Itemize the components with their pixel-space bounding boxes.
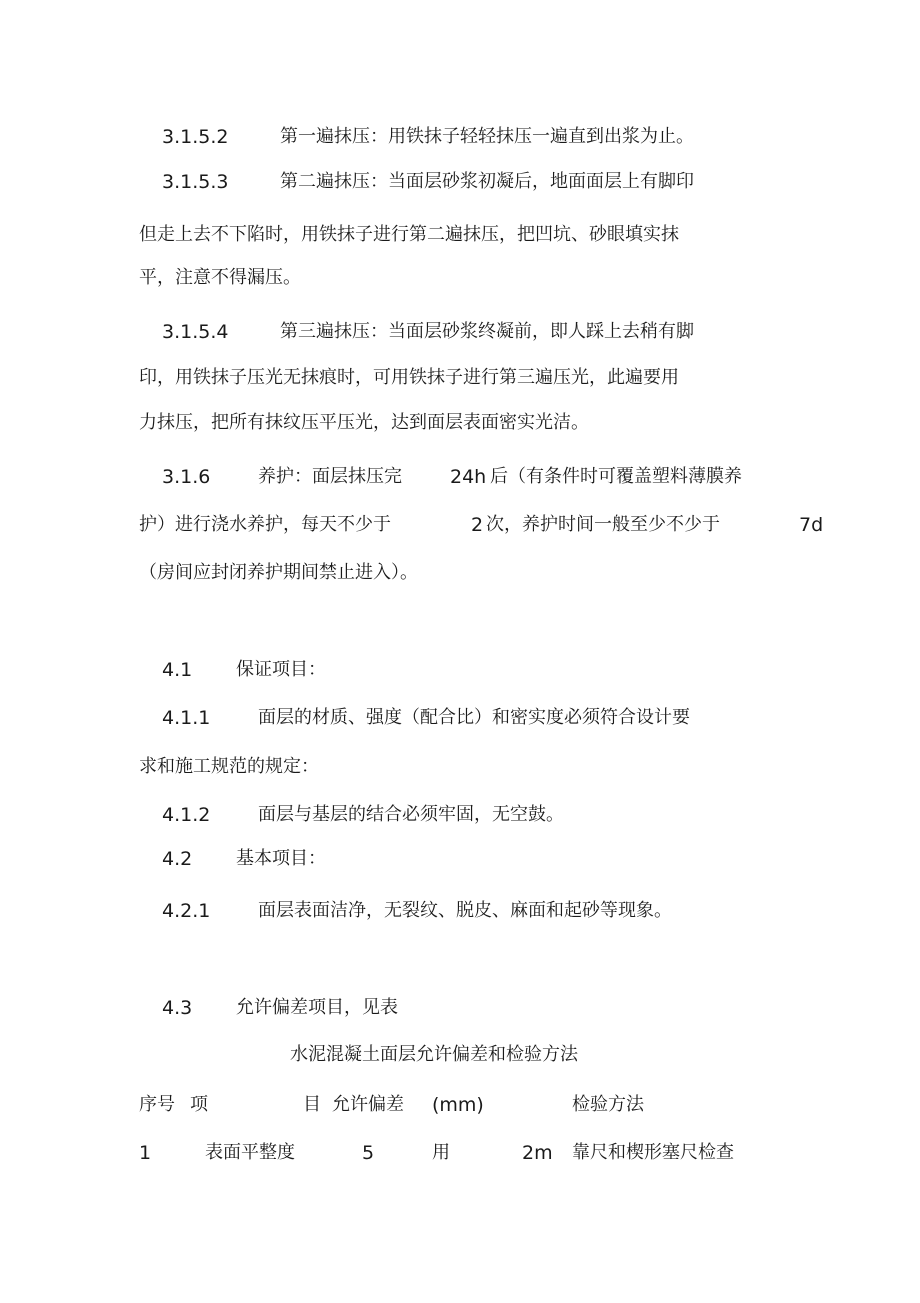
paragraph-line: 力抹压，把所有抹纹压平压光，达到面层表面密实光洁。 <box>139 412 589 433</box>
paragraph-text: 后（有条件时可覆盖塑料薄膜养 <box>490 466 742 487</box>
paragraph-text: 护）进行浇水养护，每天不少于 <box>139 514 391 535</box>
section-heading: 基本项目： <box>236 848 326 869</box>
cell-method-c: 靠尺和楔形塞尺检查 <box>572 1142 734 1163</box>
paragraph-number: 2 <box>471 514 484 536</box>
header-tolerance: 允许偏差 <box>332 1094 404 1115</box>
section-number: 3.1.5.4 <box>162 321 229 343</box>
section-heading: 保证项目： <box>236 659 326 680</box>
cell-method-a: 用 <box>432 1142 450 1163</box>
paragraph-line: 平，注意不得漏压。 <box>139 267 301 288</box>
cell-item: 表面平整度 <box>205 1142 295 1163</box>
paragraph-text: 养护：面层抹压完 <box>258 466 402 487</box>
paragraph-line: 面层与基层的结合必须牢固，无空鼓。 <box>258 804 564 825</box>
section-number: 4.1.1 <box>162 707 211 729</box>
section-number: 3.1.5.2 <box>162 126 229 148</box>
section-number: 4.1.2 <box>162 804 211 826</box>
section-number: 4.1 <box>162 659 193 681</box>
cell-tolerance: 5 <box>362 1142 375 1164</box>
paragraph-number: 7d <box>799 514 824 536</box>
header-method: 检验方法 <box>572 1094 644 1115</box>
header-unit: (mm) <box>432 1094 484 1116</box>
section-number: 4.2.1 <box>162 900 211 922</box>
paragraph-line: （房间应封闭养护期间禁止进入）。 <box>139 562 418 583</box>
section-number: 4.2 <box>162 848 193 870</box>
paragraph-line: 第三遍抹压：当面层砂浆终凝前，即人踩上去稍有脚 <box>280 321 694 342</box>
cell-seq: 1 <box>139 1142 152 1164</box>
table-title: 水泥混凝土面层允许偏差和检验方法 <box>290 1044 578 1065</box>
paragraph-line: 但走上去不下陷时，用铁抹子进行第二遍抹压，把凹坑、砂眼填实抹 <box>139 224 679 245</box>
section-number: 3.1.5.3 <box>162 171 229 193</box>
paragraph-line: 第一遍抹压：用铁抹子轻轻抹压一遍直到出浆为止。 <box>280 126 694 147</box>
paragraph-number: 24h <box>450 466 487 488</box>
header-item-b: 目 <box>303 1094 321 1115</box>
section-number: 4.3 <box>162 997 193 1019</box>
paragraph-text: 次，养护时间一般至少不少于 <box>486 514 720 535</box>
paragraph-line: 第二遍抹压：当面层砂浆初凝后，地面面层上有脚印 <box>280 171 694 192</box>
paragraph-line: 印，用铁抹子压光无抹痕时，可用铁抹子进行第三遍压光，此遍要用 <box>139 367 679 388</box>
section-number: 3.1.6 <box>162 466 211 488</box>
section-heading: 允许偏差项目，见表 <box>236 997 398 1018</box>
paragraph-line: 求和施工规范的规定： <box>139 756 319 777</box>
paragraph-line: 面层的材质、强度（配合比）和密实度必须符合设计要 <box>258 707 690 728</box>
paragraph-line: 面层表面洁净，无裂纹、脱皮、麻面和起砂等现象。 <box>258 900 672 921</box>
header-seq: 序号 <box>139 1094 175 1115</box>
cell-method-b: 2m <box>522 1142 553 1164</box>
header-item-a: 项 <box>190 1094 208 1115</box>
